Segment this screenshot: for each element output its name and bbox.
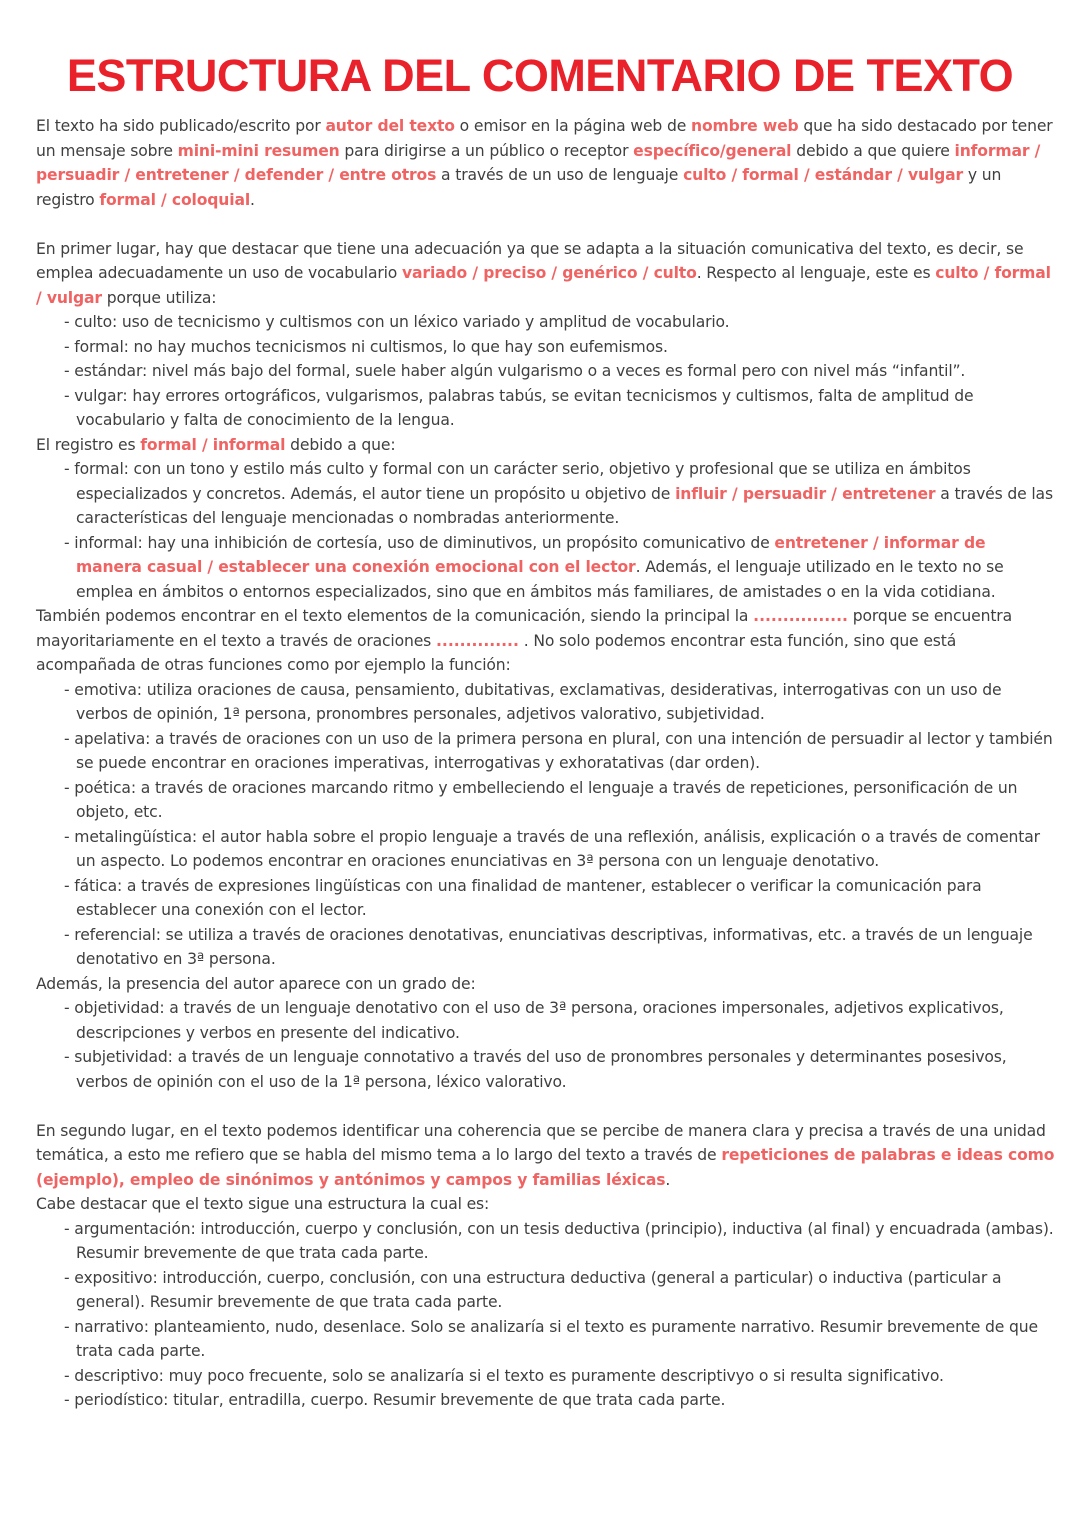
list-item: - estándar: nivel más bajo del formal, suele haber algún vulgarismo o a veces es formal pero con nivel más “infantil”. (64, 362, 966, 380)
list-item: - periodístico: titular, entradilla, cuerpo. Resumir brevemente de que trata cada parte. (64, 1391, 726, 1409)
funciones-paragraph (36, 604, 1056, 678)
document-body (36, 114, 1056, 1413)
text-run: y un registro (36, 166, 1002, 209)
highlight-author: autor del texto (325, 117, 455, 135)
text-run: o emisor en la página web de (454, 117, 691, 135)
list-item: - culto: uso de tecnicismo y cultismos con un léxico variado y amplitud de vocabulario. (64, 313, 730, 331)
intro-paragraph (36, 114, 1056, 212)
blank-placeholder: ................ (753, 607, 848, 625)
list-item: - metalingüística: el autor habla sobre el propio lenguaje a través de una reflexión, análisis, explicación o a través de comentar un aspecto. Lo podemos encontrar en oraciones enunciativas en 3ª persona con un lenguaje denotativo. (64, 827, 1040, 870)
estructura-paragraph: Cabe destacar que el texto sigue una estructura la cual es: (36, 1195, 490, 1213)
text-run: que ha sido destacado por tener un mensaje sobre (36, 117, 1053, 160)
highlight-audience: específico/general (633, 141, 792, 160)
highlight-purpose: informar / persuadir / entretener / defender / entre otros (36, 141, 1041, 184)
registro-paragraph (36, 433, 1056, 458)
highlight-register-type: formal / informal (140, 435, 286, 454)
text-run: El texto ha sido publicado/escrito por (36, 117, 326, 135)
text-run: . (665, 1170, 671, 1189)
text-run: - formal: con un tono y estilo más culto y formal con un carácter serio, objetivo y profesional que se utiliza en ámbitos especializados y concretos. Además, el autor tiene un propósito u objetivo de (64, 460, 971, 503)
list-item: - apelativa: a través de oraciones con un uso de la primera persona en plural, con una intención de persuadir al lector y también se puede encontrar en oraciones imperativas, interrogativas y exhoratativas (dar orden). (64, 729, 1053, 772)
list-item: - vulgar: hay errores ortográficos, vulgarismos, palabras tabús, se evitan tecnicismos y cultismos, falta de amplitud de vocabulario y falta de conocimiento de la lengua. (64, 386, 974, 429)
list-item (64, 531, 1056, 605)
list-item: - fática: a través de expresiones lingüísticas con una finalidad de mantener, establecer o verificar la comunicación para establecer una conexión con el lector. (64, 876, 982, 919)
blank-placeholder: .............. (435, 631, 519, 650)
text-run: . No solo podemos encontrar esta función, sino que está acompañada de otras funciones como por ejemplo la función: (36, 631, 957, 674)
paragraph-gap (36, 1094, 1056, 1119)
list-item: - emotiva: utiliza oraciones de causa, pensamiento, dubitativas, exclamativas, desiderativas, interrogativas con un uso de verbos de opinión, 1ª persona, pronombres personales, adjetivos valorativo, subjetividad. (64, 680, 1002, 723)
list-item: - narrativo: planteamiento, nudo, desenlace. Solo se analizaría si el texto es puramente narrativo. Resumir brevemente de que trata cada parte. (64, 1317, 1038, 1360)
text-run: a través de las características del lenguaje mencionadas o nombradas anteriormente. (76, 484, 1053, 527)
text-run: debido a que: (285, 435, 396, 454)
list-item: - referencial: se utiliza a través de oraciones denotativas, enunciativas descriptivas, informativas, etc. a través de un lenguaje denotativo en 3ª persona. (64, 925, 1033, 968)
text-run: a través de un uso de lenguaje (436, 166, 684, 184)
list-item: - poética: a través de oraciones marcando ritmo y embelleciendo el lenguaje a través de repeticiones, personificación de un objeto, etc. (64, 778, 1018, 821)
text-run: porque se encuentra mayoritariamente en el texto a través de oraciones (36, 607, 1012, 650)
text-run: . Respecto al lenguaje, este es (696, 264, 936, 282)
list-item: - descriptivo: muy poco frecuente, solo se analizaría si el texto es puramente descriptivyo o si resulta significativo. (64, 1366, 944, 1385)
text-run: - informal: hay una inhibición de cortesía, uso de diminutivos, un propósito comunicativo de (64, 533, 775, 552)
list-item: - subjetividad: a través de un lenguaje connotativo a través del uso de pronombres personales y determinantes posesivos, verbos de opinión con el uso de la 1ª persona, léxico valorativo. (64, 1048, 1007, 1091)
text-run: El registro es (36, 435, 141, 454)
text-run: En primer lugar, hay que destacar que tiene una adecuación ya que se adapta a la situación comunicativa del texto, es decir, se emplea adecuadamente un uso de vocabulario (36, 239, 1024, 282)
page-title: ESTRUCTURA DEL COMENTARIO DE TEXTO (66, 50, 1014, 101)
list-item (64, 457, 1056, 531)
text-run: para dirigirse a un público o receptor (339, 141, 634, 160)
list-item: - expositivo: introducción, cuerpo, conclusión, con una estructura deductiva (general a particular) o inductiva (particular a general). Resumir brevemente de que trata cada parte. (64, 1268, 1002, 1311)
coherencia-paragraph (36, 1119, 1056, 1193)
highlight-web-name: nombre web (691, 117, 799, 135)
highlight-informal-purpose: entretener / informar de manera casual / establecer una conexión emocional con el lector (76, 533, 986, 576)
highlight-language-level: culto / formal / vulgar (36, 264, 1051, 307)
text-run: En segundo lugar, en el texto podemos identificar una coherencia que se percibe de manera clara y precisa a través de una unidad temática, a esto me refiero que se habla del mismo tema a lo largo del texto a través de (36, 1121, 1046, 1164)
list-item: - argumentación: introducción, cuerpo y conclusión, con un tesis deductiva (principio), inductiva (al final) y encuadrada (ambas). Resumir brevemente de que trata cada parte. (64, 1219, 1054, 1262)
text-run: También podemos encontrar en el texto elementos de la comunicación, siendo la principal la (36, 607, 754, 625)
highlight-formal-purpose: influir / persuadir / entretener (675, 484, 936, 503)
text-run: . Además, el lenguaje utilizado en le texto no se emplea en ámbitos o entornos especializados, sino que en ámbitos más familiares, de amistades o en la vida cotidiana. (76, 558, 1004, 601)
text-run: . (250, 190, 255, 209)
adecuacion-paragraph (36, 237, 1056, 311)
text-run: debido a que quiere (791, 141, 955, 160)
highlight-summary: mini-mini resumen (177, 141, 340, 160)
list-item: - formal: no hay muchos tecnicismos ni cultismos, lo que hay son eufemismos. (64, 337, 668, 356)
highlight-register: formal / coloquial (99, 190, 251, 209)
highlight-language: culto / formal / estándar / vulgar (683, 166, 964, 184)
presencia-paragraph: Además, la presencia del autor aparece con un grado de: (36, 974, 476, 993)
list-item: - objetividad: a través de un lenguaje denotativo con el uso de 3ª persona, oraciones impersonales, adjetivos explicativos, descripciones y verbos en presente del indicativo. (64, 999, 1004, 1042)
text-run: porque utiliza: (101, 288, 217, 307)
highlight-coherence: repeticiones de palabras e ideas como (ejemplo), empleo de sinónimos y antónimos y campos y familias léxicas (36, 1146, 1055, 1189)
paragraph-gap (36, 212, 1056, 237)
highlight-vocabulary: variado / preciso / genérico / culto (402, 264, 697, 282)
